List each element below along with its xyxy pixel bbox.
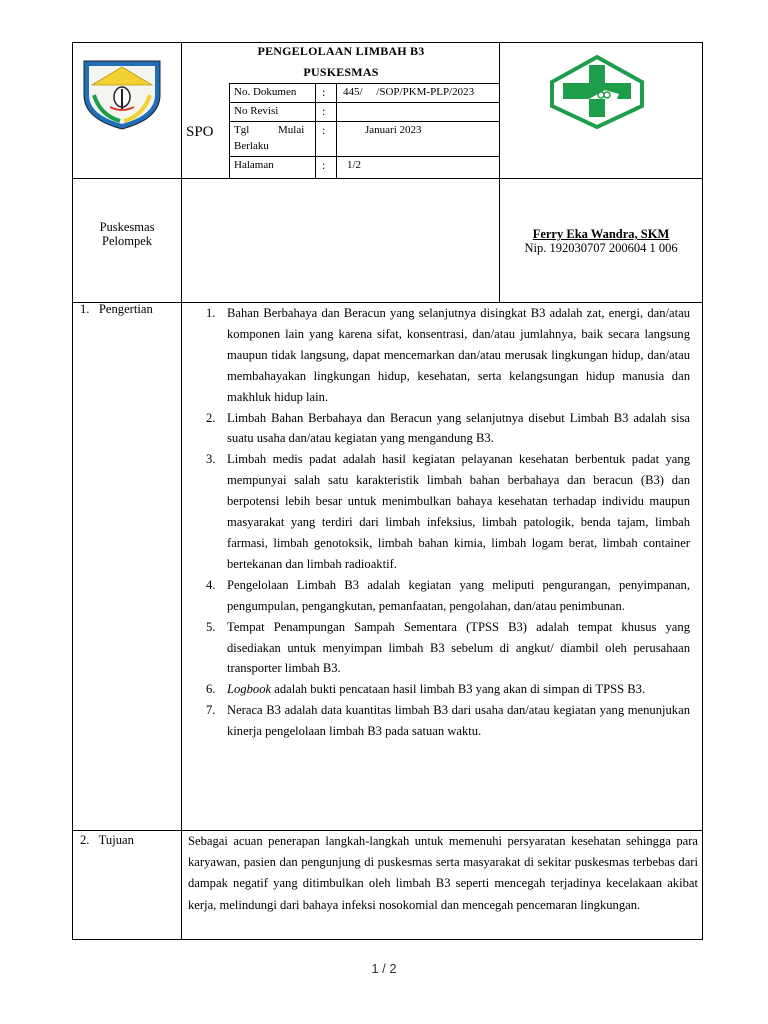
grid-line: [229, 83, 230, 179]
list-item-number: 6.: [206, 682, 216, 697]
grid-line: [181, 302, 182, 940]
list-item-text: Bahan Berbahaya dan Beracun yang selanjutnya disingkat B3 adalah zat, energi, dan/atau komponen lain yang karena sifat, konsentrasi, dan/atau jumlahnya, baik secara langsung maupun tidak langsung, dapat mencemarkan dan/atau merusak lingkungan hidup, dan/atau membahayakan lingkungan hidup, kesehatan, serta kelangsungan hidup manusia dan makhluk hidup lain.: [227, 306, 690, 404]
grid-line: [229, 102, 500, 103]
grid-line: [229, 83, 500, 84]
section-label-pengertian: 1. Pengertian: [80, 302, 153, 316]
meta-value-effective-date: Januari 2023: [365, 124, 422, 136]
meta-sep: :: [322, 85, 326, 99]
signatory-name: Ferry Eka Wandra, SKM: [532, 227, 670, 241]
list-item-italic-term: Logbook: [227, 682, 272, 697]
meta-label-effective-date-b: Mulai: [278, 124, 305, 136]
meta-value-doc-number: 445/ /SOP/PKM-PLP/2023: [343, 86, 475, 98]
puskesmas-logo: [549, 54, 645, 130]
section-label-tujuan: 2. Tujuan: [80, 833, 134, 847]
list-item-number: 4.: [206, 577, 216, 592]
grid-line: [229, 156, 500, 157]
list-item: [196, 700, 690, 742]
org-name-line1: Puskesmas: [99, 220, 155, 234]
page-indicator: 1 / 2: [371, 961, 397, 976]
list-item: [196, 303, 690, 408]
list-item: [196, 449, 690, 574]
list-item-text: Pengelolaan Limbah B3 adalah kegiatan yang meliputi pengurangan, penyimpanan, pengumpulan, pengangkutan, pemanfaatan, pengolahan, dan/atau penimbunan.: [227, 577, 690, 613]
org-name-line2: Pelompek: [102, 234, 152, 248]
meta-label-effective-date-c: Berlaku: [234, 140, 269, 152]
list-item-number: 7.: [206, 703, 216, 718]
list-item-text: Limbah medis padat adalah hasil kegiatan pelayanan kesehatan berbentuk padat yang mempunyai salah satu karakteristik limbah bahan berbahaya dan beracun (B3) dan berpotensi lebih besar untuk menimbulkan bahaya kesehatan terhadap individu maupun masyarakat yang terdiri dari limbah infeksius, limbah patologik, benda tajam, limbah farmasi, limbah genotoksik, limbah bahan kimia, limbah logam berat, limbah container bertekanan dan limbah radioaktif.: [227, 452, 690, 571]
grid-line: [181, 42, 182, 303]
list-item: [196, 575, 690, 617]
grid-line: [229, 121, 500, 122]
meta-label-revision: No Revisi: [234, 105, 279, 117]
list-item: [196, 679, 690, 700]
meta-sep: :: [322, 158, 326, 172]
regency-emblem-logo: [80, 55, 164, 131]
meta-sep: :: [322, 123, 326, 137]
signatory-nip: Nip. 192030707 200604 1 006: [524, 241, 678, 255]
list-item: [196, 408, 690, 450]
spo-label: SPO: [186, 124, 214, 140]
list-item-number: 2.: [206, 410, 216, 425]
definition-list: [196, 303, 690, 742]
grid-line: [336, 83, 337, 179]
list-item-number: 1.: [206, 306, 216, 320]
grid-line: [499, 42, 500, 303]
grid-line: [72, 178, 703, 179]
meta-label-effective-date-a: Tgl: [234, 124, 250, 136]
meta-sep: :: [322, 104, 326, 118]
list-item-number: 3.: [206, 452, 216, 467]
list-item-text: Neraca B3 adalah data kuantitas limbah B3 dari usaha dan/atau kegiatan yang menunjukan kinerja pengelolaan limbah B3 pada satuan waktu.: [227, 703, 690, 739]
document-title-line2: PUSKESMAS: [303, 65, 379, 79]
grid-line: [315, 83, 316, 179]
list-item-text: Limbah Bahan Berbahaya dan Beracun yang selanjutnya disebut Limbah B3 adalah sisa suatu usaha dan/atau kegiatan yang mengandung B3.: [227, 410, 690, 446]
list-item: [196, 617, 690, 680]
document-title-line1: PENGELOLAAN LIMBAH B3: [257, 44, 425, 58]
list-item-number: 5.: [206, 619, 216, 634]
list-item-text: adalah bukti pencataan hasil limbah B3 yang akan di simpan di TPSS B3.: [271, 682, 646, 697]
meta-value-page: 1/2: [347, 159, 362, 171]
meta-label-doc-number: No. Dokumen: [234, 86, 297, 98]
list-item-text: Tempat Penampungan Sampah Sementara (TPSS B3) adalah tempat khusus yang disediakan untuk menyimpan limbah B3 sebelum di angkut/ diambil oleh perusahaan transporter limbah B3.: [227, 619, 690, 676]
tujuan-text: Sebagai acuan penerapan langkah-langkah untuk memenuhi persyaratan kesehatan sehingga para karyawan, pasien dan pengunjung di puskesmas serta masyarakat di sekitar puskesmas terbebas dari dampak negatif yang ditimbulkan oleh limbah B3 seperti mencegah terjadinya kecelakaan akibat kerja, melindungi dari bahaya infeksi nosokomial dan mencegah pencemaran lingkungan.: [188, 834, 698, 912]
meta-label-page: Halaman: [234, 159, 274, 171]
